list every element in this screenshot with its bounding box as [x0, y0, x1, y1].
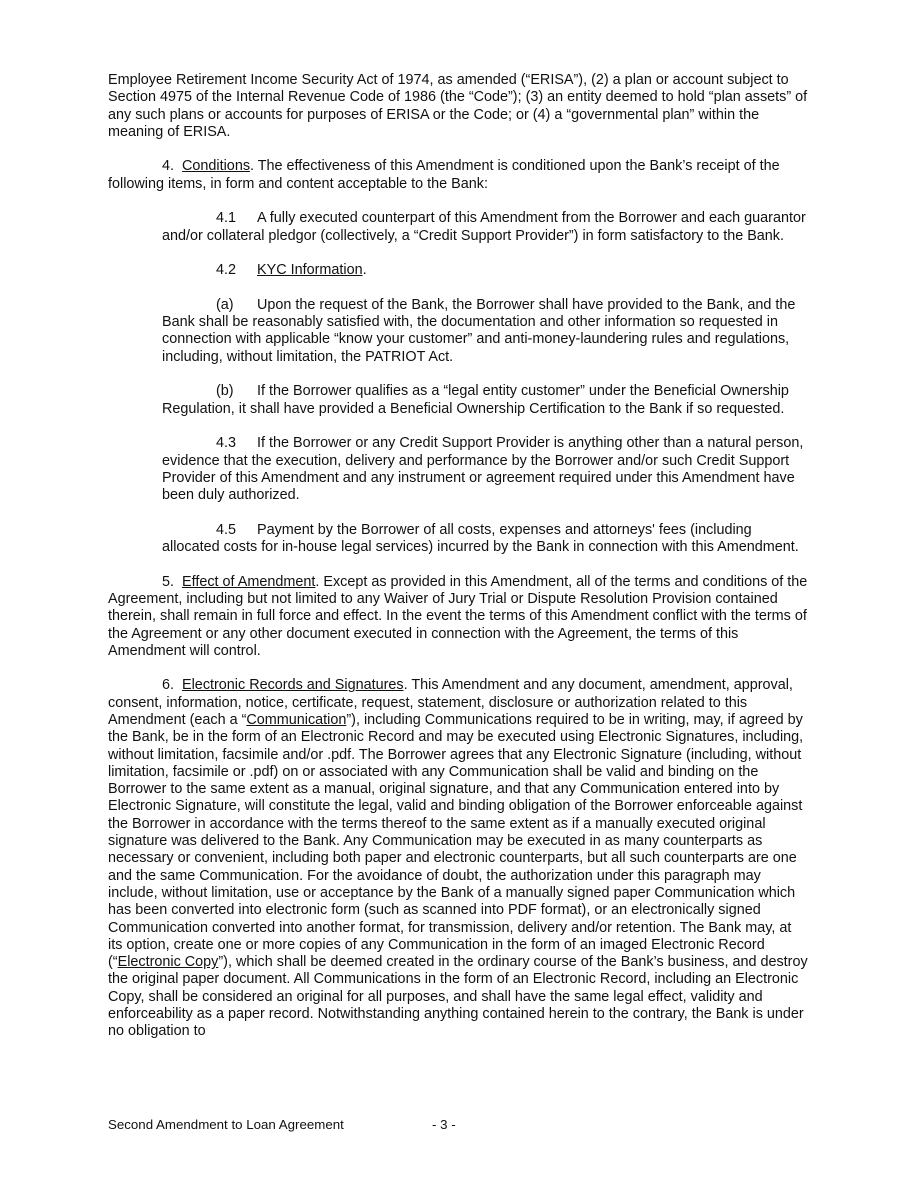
section-6-text-1: . This Amendment and any document, amendment, approval, consent, information, notice, certificate, request, statement, disclosure or authorization related to this Amendment (each a “ — [108, 677, 793, 728]
defined-term-electronic-copy: Electronic Copy — [117, 954, 219, 971]
defined-term-communication: Communication — [246, 711, 347, 728]
section-4-2-b-text: If the Borrower qualifies as a “legal entity customer” under the Beneficial Ownership Regulation, it shall have provided a Beneficial Ownership Certification to the Bank if so requested. — [162, 383, 789, 417]
section-5-heading: Effect of Amendment — [182, 573, 316, 590]
section-4-2-number: 4.2 — [216, 262, 237, 279]
section-4-2-paragraph — [162, 262, 808, 279]
section-6-heading: Electronic Records and Signatures — [182, 677, 404, 694]
section-6-paragraph — [108, 677, 808, 1040]
section-4-2-a-text: Upon the request of the Bank, the Borrower shall have provided to the Bank, and the Bank shall be reasonably satisfied with, the documentation and other information so requested in connection with applicable “know your customer” and anti-money-laundering rules and regulations, including, without limitation, the PATRIOT Act. — [162, 296, 796, 365]
section-4-1-text: A fully executed counterpart of this Amendment from the Borrower and each guarantor and/or collateral pledgor (collectively, a “Credit Support Provider”) in form satisfactory to the Bank. — [162, 210, 806, 244]
section-4-2-b-label: (b) — [216, 383, 234, 400]
section-4-3-number: 4.3 — [216, 435, 237, 452]
section-4-text: . The effectiveness of this Amendment is conditioned upon the Bank’s receipt of the following items, in form and content acceptable to the Bank: — [108, 158, 780, 192]
section-4-2-a-paragraph — [162, 297, 808, 366]
footer-document-title: Second Amendment to Loan Agreement — [108, 1117, 344, 1132]
section-4-1-paragraph — [162, 210, 808, 245]
section-4-5-paragraph — [162, 522, 808, 557]
section-5-paragraph — [108, 574, 808, 660]
page-footer — [108, 1117, 808, 1135]
section-4-2-b-paragraph — [162, 383, 808, 418]
section-5-text: . Except as provided in this Amendment, all of the terms and conditions of the Agreement, including but not limited to any Waiver of Jury Trial or Dispute Resolution Provision contained therein, shall remain in full force and effect. In the event the terms of this Amendment conflict with the terms of the Agreement or any other document executed in connection with the Agreement, the terms of this Amendment will control. — [108, 573, 808, 659]
section-4-3-paragraph — [162, 435, 808, 504]
section-5-number: 5. — [162, 573, 175, 590]
section-4-2-a-label: (a) — [216, 296, 234, 313]
section-4-5-text: Payment by the Borrower of all costs, expenses and attorneys' fees (including allocated costs for in-house legal services) incurred by the Bank in connection with this Amendment. — [162, 521, 799, 556]
intro-paragraph: Employee Retirement Income Security Act of 1974, as amended (“ERISA”), (2) a plan or account subject to Section 4975 of the Internal Revenue Code of 1986 (the “Code”); (3) an entity deemed to hold “plan assets” of any such plans or accounts for purposes of ERISA or the Code; or (4) a “governmental plan” within the meaning of ERISA. — [108, 72, 808, 140]
section-6-number: 6. — [162, 677, 175, 694]
section-4-1-number: 4.1 — [216, 210, 237, 227]
section-4-2-period: . — [362, 262, 367, 279]
section-4-3-text: If the Borrower or any Credit Support Provider is anything other than a natural person, evidence that the execution, delivery and performance by the Borrower and/or such Credit Support Provider of this Amendment and any instrument or agreement required under this Amendment have been duly authorized. — [162, 435, 804, 504]
section-4-2-heading: KYC Information — [257, 262, 363, 279]
section-6-text-2: ”), including Communications required to be in writing, may, if agreed by the Bank, be in the form of an Electronic Record and may be executed using Electronic Signatures, including, without limitation, facsimile and/or .pdf. The Borrower agrees that any Electronic Signature (including, without limitation, facsimile or .pdf) on or associated with any Communication shall be valid and binding on the Borrower to the same extent as a manual, original signature, and that any Communication entered into by Electronic Signature, will constitute the legal, valid and binding obligation of the Borrower enforceable against the Borrower in accordance with the terms thereof to the same extent as if a manually executed original signature was delivered to the Bank. Any Communication may be executed in as many counterparts as necessary or convenient, including both paper and electronic counterparts, but all such counterparts are one and the same Communication. For the avoidance of doubt, the authorization under this paragraph may include, without limitation, use or acceptance by the Bank of a manually signed paper Communication which has been converted into electronic form (such as scanned into PDF format), or an electronically signed Communication converted into another format, for transmission, delivery and/or retention. The Bank may, at its option, create one or more copies of any Communication in the form of an imaged Electronic Record (“ — [108, 711, 804, 971]
section-6-text-3: ”), which shall be deemed created in the ordinary course of the Bank’s business, and destroy the original paper document. All Communications in the form of an Electronic Record, including an Electronic Copy, shall be considered an original for all purposes, and shall have the same legal effect, validity and enforceability as a paper record. Notwithstanding anything contained herein to the contrary, the Bank is under no obligation to — [108, 954, 808, 1040]
section-4-5-number: 4.5 — [216, 521, 237, 538]
section-4-number: 4. — [162, 158, 175, 175]
document-page — [108, 72, 808, 1058]
section-4-heading: Conditions — [182, 158, 251, 175]
footer-page-number: - 3 - — [432, 1117, 456, 1132]
section-4-paragraph — [108, 158, 808, 193]
